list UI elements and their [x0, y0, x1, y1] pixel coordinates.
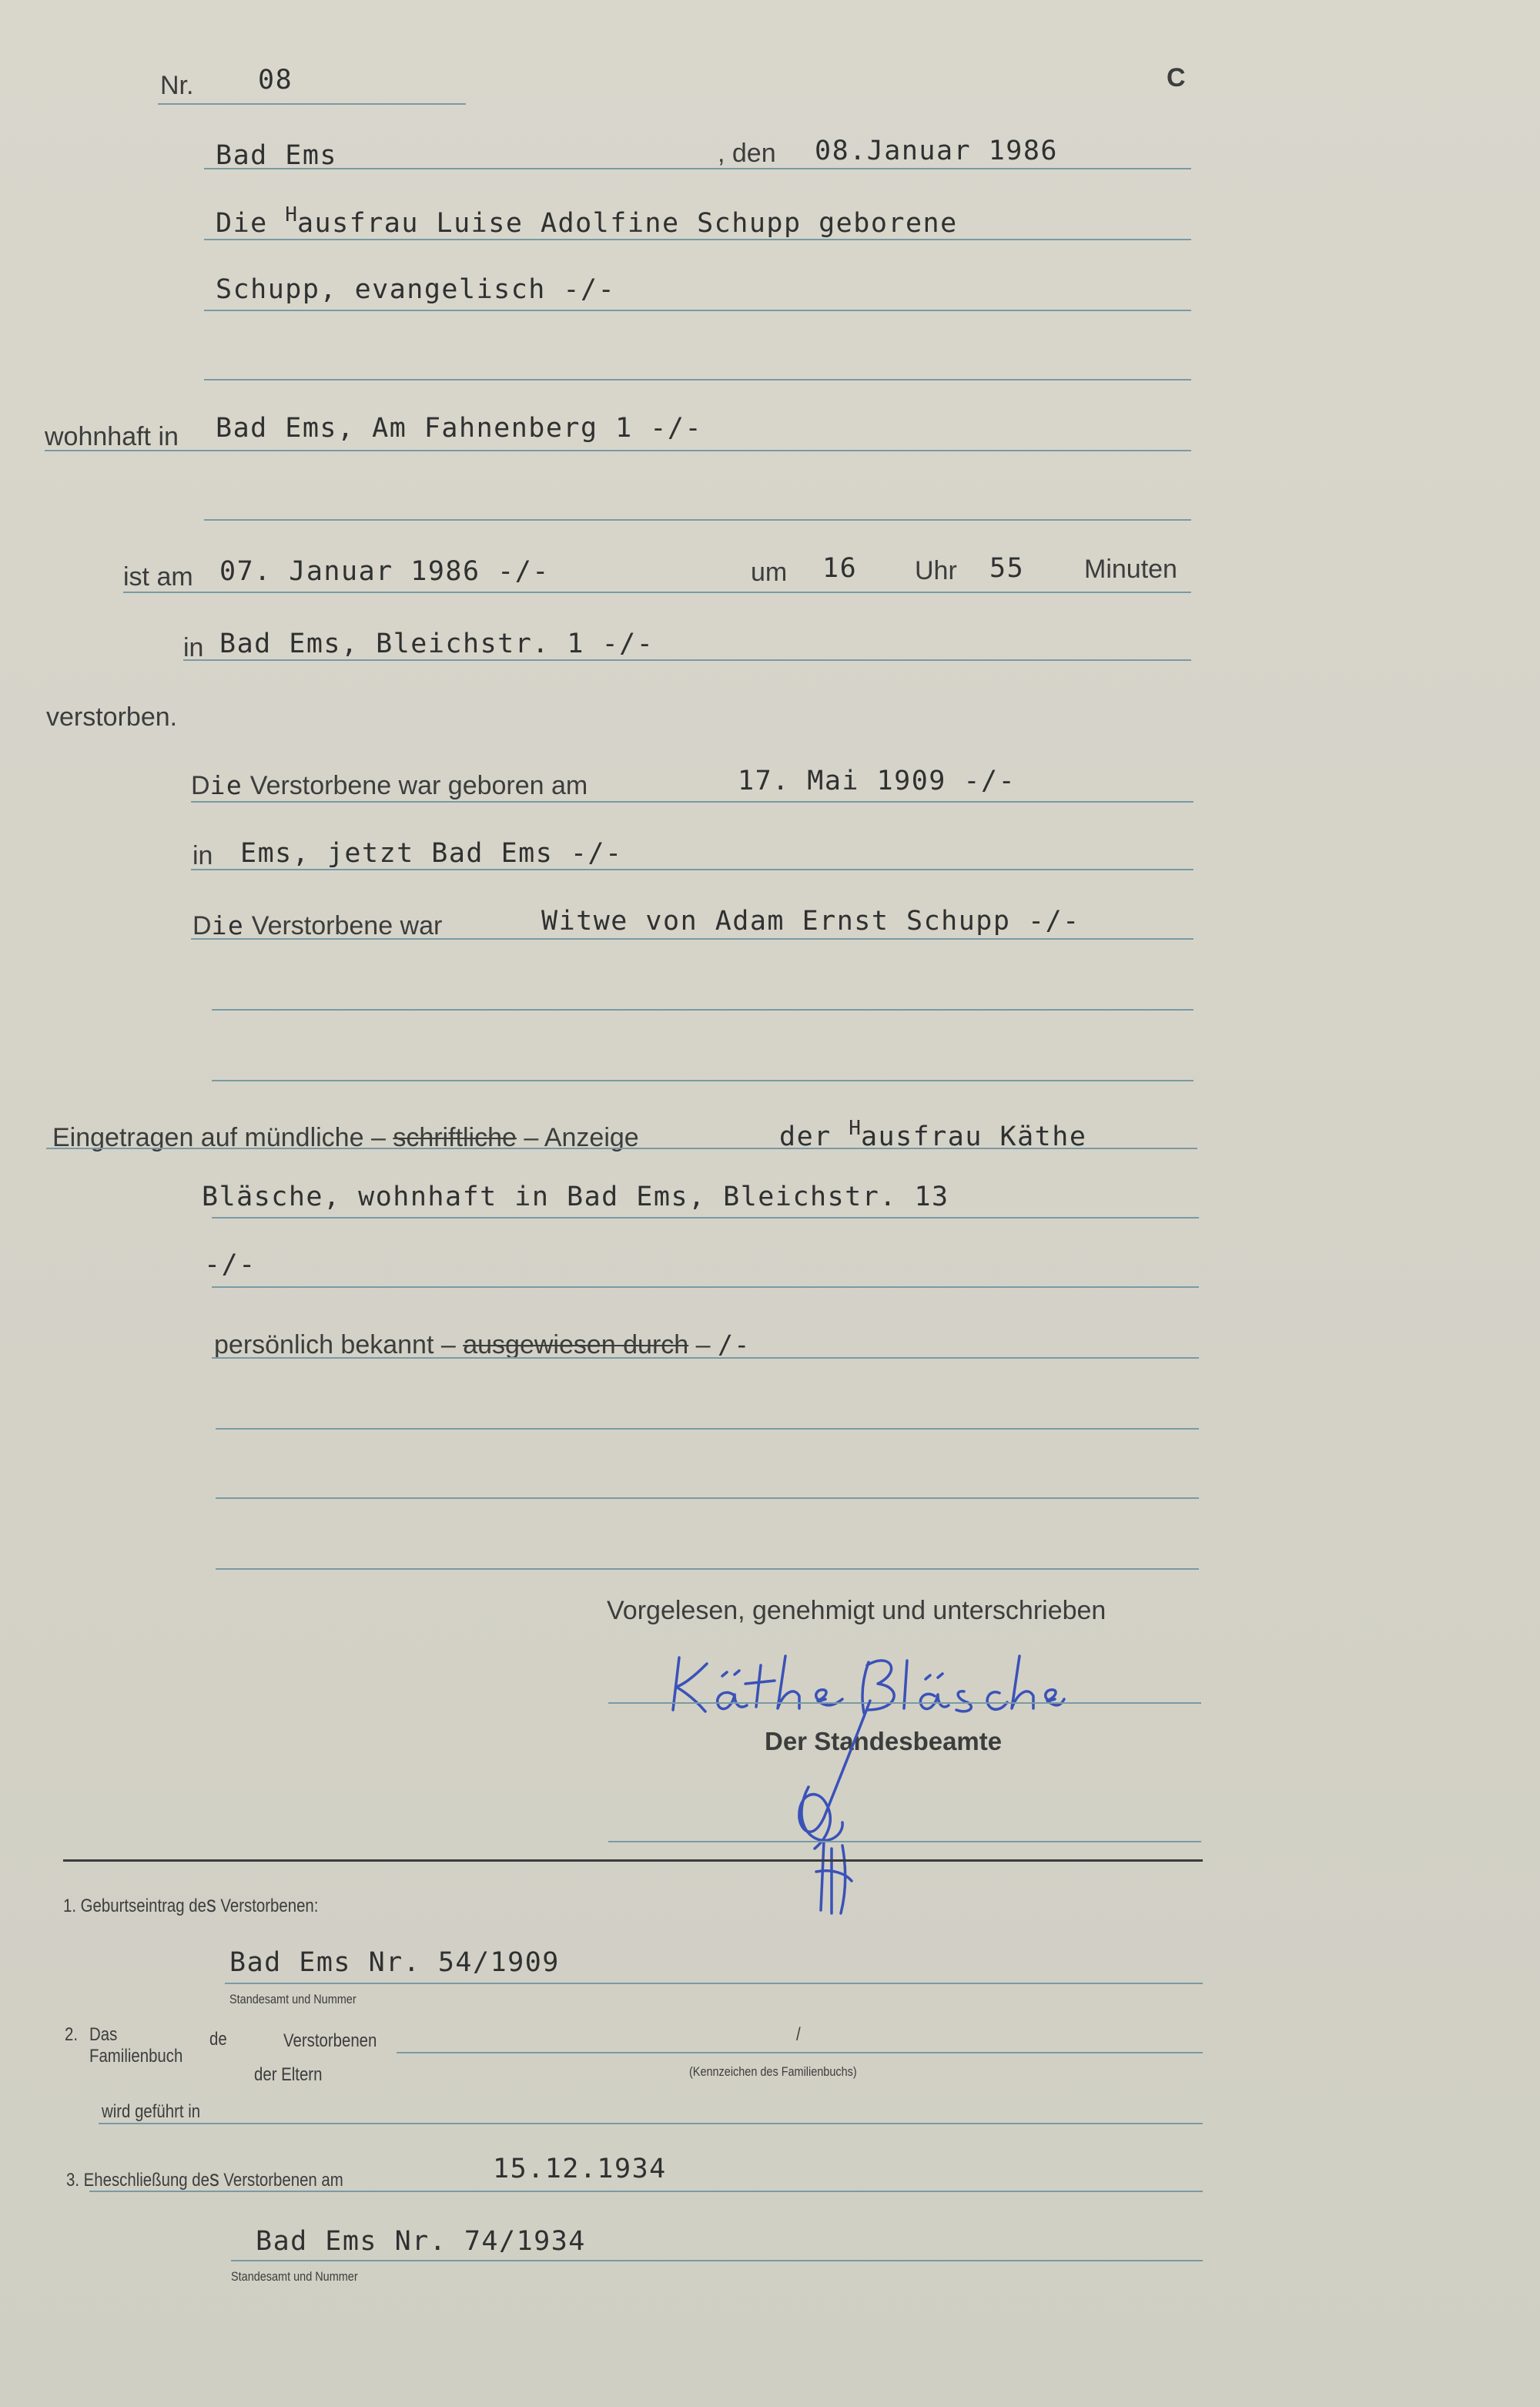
- blank-rule-3: [216, 1568, 1199, 1570]
- deceased-line-1: Die $^H$ausfrau Luise Adolfine Schupp geborene: [216, 203, 958, 239]
- blank-rule-2: [216, 1497, 1199, 1499]
- item1-value: Bad Ems Nr. 54/1909: [229, 1947, 560, 1978]
- item3-rule: [89, 2191, 1203, 2192]
- informant-line-1: der $^H$ausfrau Käthe: [779, 1117, 1087, 1152]
- place-date-line: [204, 168, 1191, 169]
- identification-label: persönlich bekannt – ausgewiesen durch – /-: [214, 1329, 751, 1359]
- residence-value: Bad Ems, Am Fahnenberg 1 -/-: [216, 413, 703, 444]
- item3-caption: Standesamt und Nummer: [231, 2269, 358, 2284]
- birth-date: 17. Mai 1909 -/-: [738, 766, 1016, 796]
- place-value: Bad Ems: [216, 140, 338, 171]
- birth-place-rule: [191, 869, 1194, 870]
- deceased-line-1-rule: [204, 239, 1191, 240]
- nr-value: 08: [258, 65, 293, 96]
- ist-am-label: ist am: [123, 562, 193, 592]
- item1-caption: Standesamt und Nummer: [229, 1992, 357, 2006]
- death-hour: 16: [822, 553, 858, 584]
- death-place: Bad Ems, Bleichstr. 1 -/-: [219, 629, 654, 659]
- item2-eltern: der Eltern: [254, 2064, 323, 2085]
- marital-value: Witwe von Adam Ernst Schupp -/-: [541, 906, 1080, 937]
- informant-line-3: -/-: [204, 1249, 256, 1280]
- verstorben-label: verstorben.: [46, 702, 178, 732]
- item2-familienbuch: Familienbuch: [89, 2046, 183, 2067]
- closing-text: Vorgelesen, genehmigt und unterschrieben: [607, 1596, 1106, 1625]
- registration-rule: [46, 1148, 1197, 1149]
- birth-date-rule: [191, 801, 1194, 803]
- death-place-rule: [183, 659, 1191, 661]
- marital-rule-3: [212, 1080, 1194, 1081]
- death-date: 07. Januar 1986 -/-: [219, 556, 550, 587]
- residence-rule: [45, 450, 1191, 451]
- den-label: , den: [718, 139, 776, 168]
- deceased-line-3-rule: [204, 379, 1191, 380]
- deceased-line-2: Schupp, evangelisch -/-: [216, 274, 616, 305]
- death-in-label: in: [183, 633, 204, 662]
- informant-line-3-rule: [212, 1286, 1199, 1288]
- official-label: Der Standesbeamte: [765, 1727, 1003, 1755]
- item2-verstorbenen: Verstorbenen: [283, 2030, 377, 2051]
- item3-value-rule: [231, 2260, 1203, 2261]
- nr-label: Nr.: [160, 71, 194, 100]
- informant-line-2-rule: [212, 1217, 1199, 1219]
- uhr-label: Uhr: [915, 556, 957, 585]
- footer-divider: [63, 1859, 1203, 1862]
- marital-rule-2: [212, 1009, 1194, 1011]
- item1-rule: [225, 1983, 1203, 1984]
- death-minutes: 55: [989, 553, 1025, 584]
- identification-rule: [212, 1357, 1199, 1359]
- item2-slash: /: [796, 2024, 801, 2045]
- date-value: 08.Januar 1986: [815, 136, 1059, 166]
- informant-line-2: Bläsche, wohnhaft in Bad Ems, Bleichstr. 13: [202, 1182, 949, 1212]
- item2-das: Das: [89, 2024, 118, 2045]
- item2-de: de: [209, 2029, 227, 2050]
- marital-rule: [191, 938, 1194, 940]
- birth-place: Ems, jetzt Bad Ems -/-: [240, 838, 623, 869]
- um-label: um: [751, 558, 788, 587]
- item2-wird-label: wird geführt in: [102, 2101, 201, 2122]
- informant-signature-rule: [608, 1702, 1201, 1704]
- residence-label: wohnhaft in: [45, 422, 179, 451]
- item3-value: Bad Ems Nr. 74/1934: [256, 2226, 586, 2257]
- nr-underline: [158, 103, 466, 105]
- official-signature-rule: [608, 1841, 1201, 1842]
- deceased-line-2-rule: [204, 310, 1191, 311]
- item2-number: 2.: [65, 2024, 79, 2045]
- item2-caption: (Kennzeichen des Familienbuchs): [689, 2064, 857, 2079]
- birth-label: Die Verstorbene war geboren am: [191, 770, 588, 800]
- form-letter: C: [1167, 63, 1186, 92]
- birth-in-label: in: [192, 841, 213, 870]
- item3-date: 15.12.1934: [493, 2154, 667, 2184]
- minuten-label: Minuten: [1084, 555, 1177, 584]
- official-signature: [778, 1695, 886, 1926]
- death-time-rule: [123, 592, 1191, 593]
- item2-wird-rule: [99, 2123, 1203, 2124]
- item1-label: 1. Geburtseintrag des Verstorbenen:: [63, 1892, 319, 1917]
- registration-label: Eingetragen auf mündliche – schriftliche – Anzeige: [52, 1123, 639, 1152]
- item3-label: 3. Eheschließung des Verstorbenen am: [66, 2166, 343, 2191]
- residence-rule-2: [204, 519, 1191, 521]
- marital-label: Die Verstorbene war: [192, 910, 443, 940]
- blank-rule-1: [216, 1428, 1199, 1430]
- item2-rule: [397, 2052, 1203, 2053]
